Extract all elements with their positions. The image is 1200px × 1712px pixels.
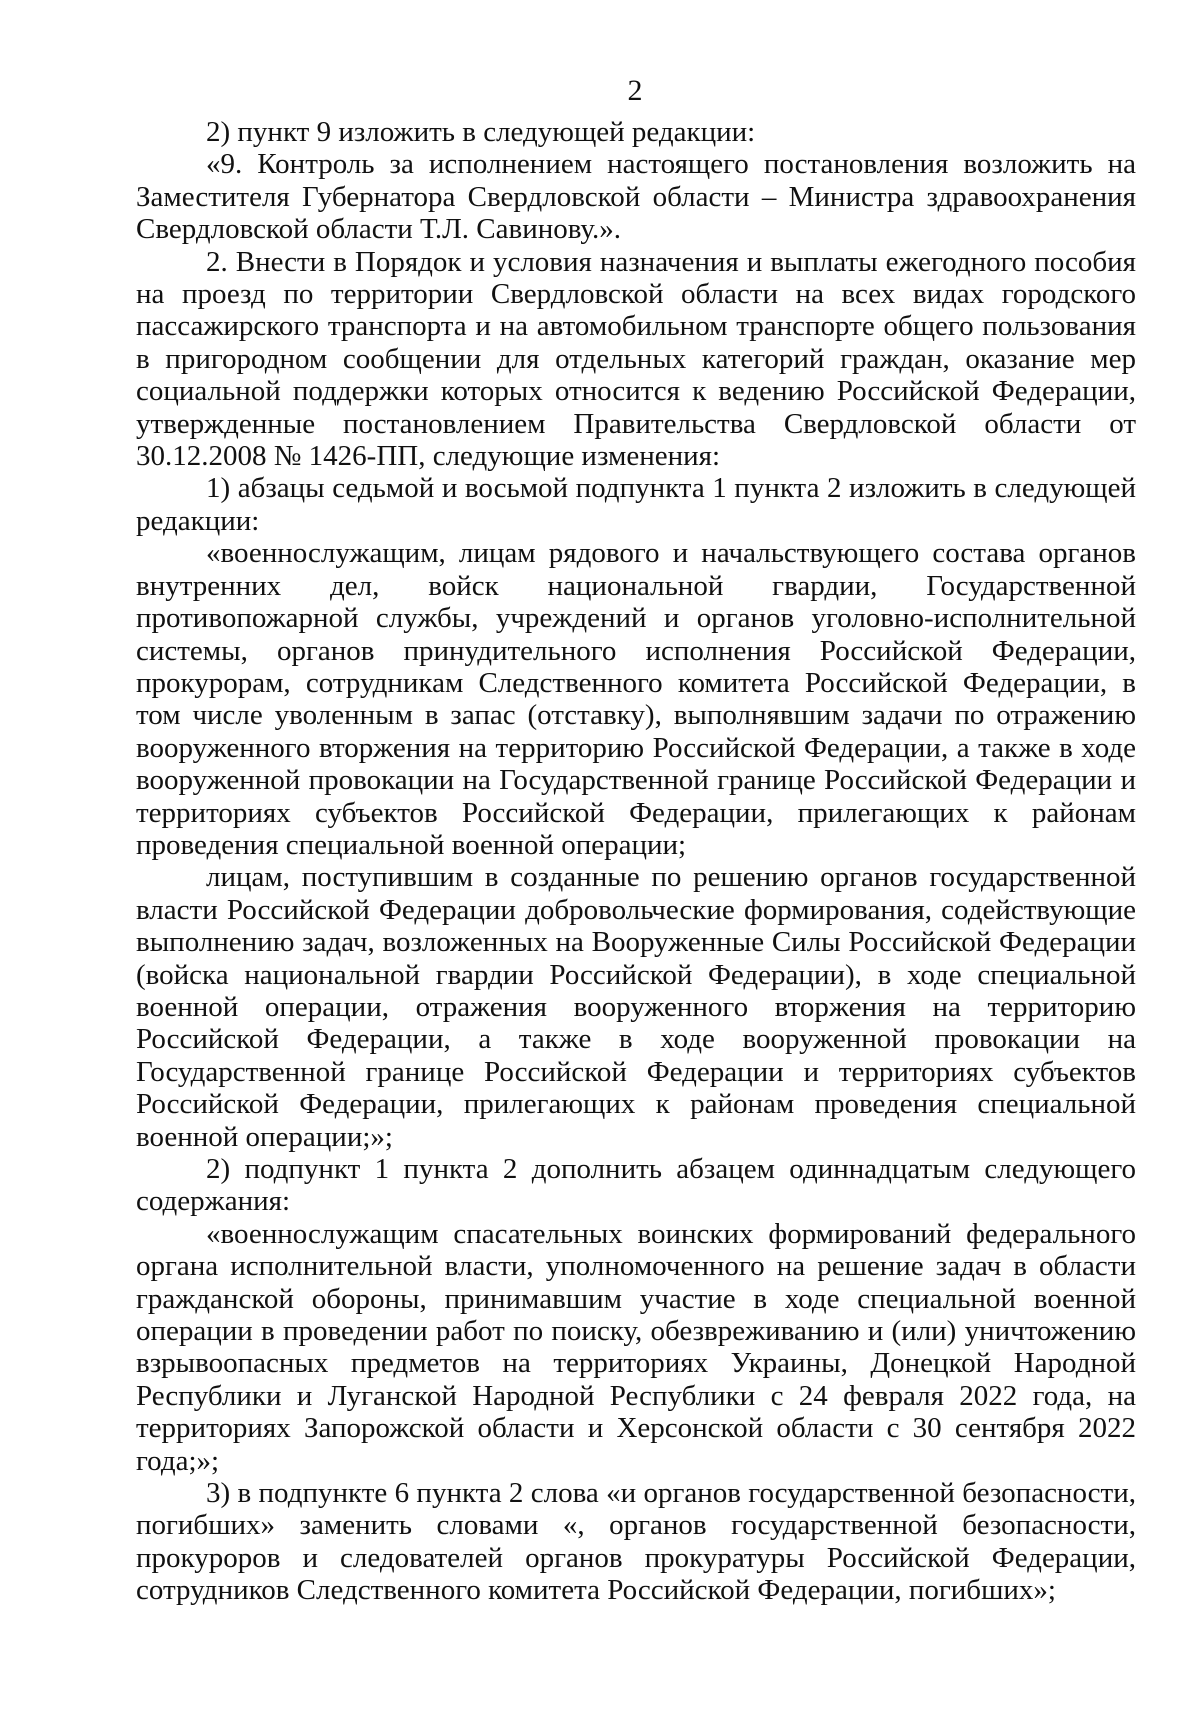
paragraph-amendment-3: 3) в подпункте 6 пункта 2 слова «и органов государственной безопасности, погибших» заменить словами «, органов государственной безопасности, прокуроров и следователей органов прокуратуры Российской Федерации, сотрудников Следственного комитета Российской Федерации, погибших»; [136, 1477, 1136, 1607]
paragraph-quoted-rescue-units: «военнослужащим спасательных воинских формирований федерального органа исполнительной власти, уполномоченного на решение задач в области гражданской обороны, принимавшим участие в ходе специальной военной операции в проведении работ по поиску, обезвреживанию и (или) уничтожению взрывоопасных предметов на территориях Украины, Донецкой Народной Республики и Луганской Народной Республики с 24 февраля 2022 года, на территориях Запорожской области и Херсонской области с 30 сентября 2022 года;»; [136, 1217, 1136, 1477]
paragraph-control-clause: «9. Контроль за исполнением настоящего постановления возложить на Заместителя Губернатора Свердловской области – Министра здравоохранения Свердловской области Т.Л. Савинову.». [136, 148, 1136, 246]
paragraph-section-2-intro: 2. Внести в Порядок и условия назначения и выплаты ежегодного пособия на проезд по территории Свердловской области на всех видах городского пассажирского транспорта и на автомобильном транспорте общего пользования в пригородном сообщении для отдельных категорий граждан, оказание мер социальной поддержки которых относится к ведению Российской Федерации, утвержденные постановлением Правительства Свердловской области от 30.12.2008 № 1426-ПП, следующие изменения: [136, 245, 1136, 473]
paragraph-quoted-servicemen: «военнослужащим, лицам рядового и начальствующего состава органов внутренних дел, войск национальной гвардии, Государственной противопожарной службы, учреждений и органов уголовно-исполнительной системы, органов принудительного исполнения Российской Федерации, прокурорам, сотрудникам Следственного комитета Российской Федерации, в том числе уволенным в запас (отставку), выполнявшим задачи по отражению вооруженного вторжения на территорию Российской Федерации, а также в ходе вооруженной провокации на Государственной границе Российской Федерации и территориях субъектов Российской Федерации, прилегающих к районам проведения специальной военной операции; [136, 537, 1136, 861]
paragraph-item-2-point-9: 2) пункт 9 изложить в следующей редакции: [206, 116, 756, 148]
paragraph-amendment-2: 2) подпункт 1 пункта 2 дополнить абзацем одиннадцатым следующего содержания: [136, 1153, 1136, 1218]
paragraph-quoted-volunteers: лицам, поступившим в созданные по решению органов государственной власти Российской Федерации добровольческие формирования, содействующие выполнению задач, возложенных на Вооруженные Силы Российской Федерации (войска национальной гвардии Российской Федерации), в ходе специальной военной операции, отражения вооруженного вторжения на территорию Российской Федерации, а также в ходе вооруженной провокации на Государственной границе Российской Федерации и территориях субъектов Российской Федерации, прилегающих к районам проведения специальной военной операции;»; [136, 861, 1136, 1153]
document-body [136, 116, 1136, 1607]
page-number: 2 [627, 74, 643, 107]
paragraph-amendment-1: 1) абзацы седьмой и восьмой подпункта 1 пункта 2 изложить в следующей редакции: [136, 472, 1136, 537]
